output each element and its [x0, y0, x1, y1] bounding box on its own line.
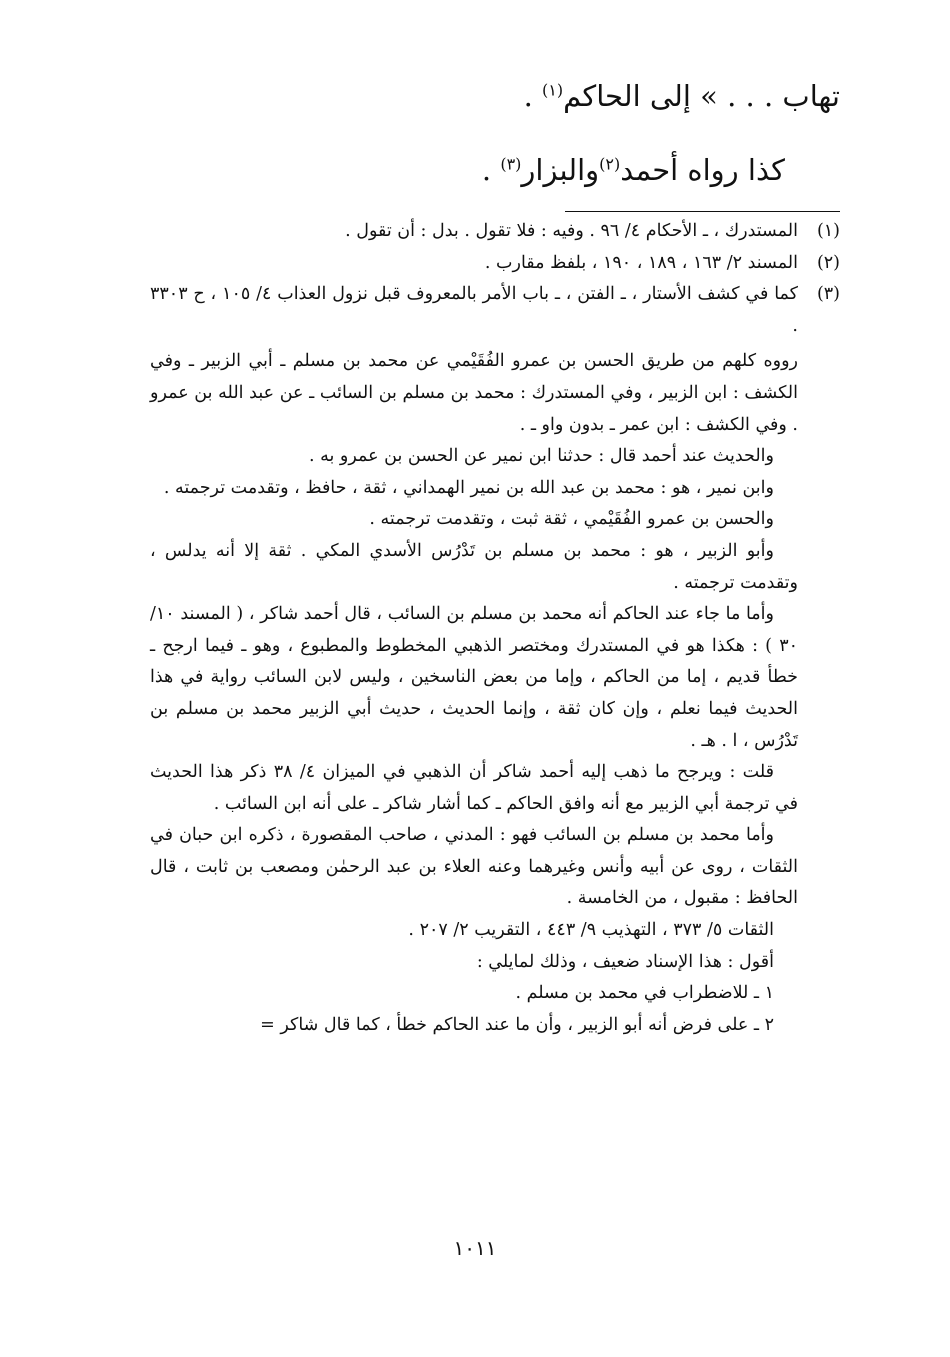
footnotes-section [150, 216, 840, 1041]
footnote-number: (٣) [816, 284, 840, 305]
main-text-line-1: تهاب . . . » إلى الحاكم$^{(١)}$ . [523, 79, 840, 113]
footnote-separator [565, 211, 840, 212]
footnote-1 [150, 216, 840, 248]
paragraph: وابن نمير ، هو : محمد بن عبد الله بن نمير الهمداني ، ثقة ، حافظ ، وتقدمت ترجمته . [163, 477, 774, 498]
footnote-text: كما في كشف الأستار ، ـ الفتن ، ـ باب الأمر بالمعروف قبل نزول العذاب ٤/ ١٠٥ ، ح ٣٣٠٣ . [150, 284, 798, 336]
list-item: ١ ـ للاضطراب في محمد بن مسلم . [515, 983, 774, 1004]
paragraph: رووه كلهم من طريق الحسن بن عمرو الفُقَيْمي عن محمد بن مسلم ـ أبي الزبير ـ وفي الكشف : ابن الزبير ، وفي المستدرك : محمد بن مسلم بن السائب ـ عن عبد الله بن عمرو . وفي الكشف : ابن عمر ـ بدون واو ـ . [150, 351, 798, 435]
footnote-3 [150, 279, 840, 342]
paragraph: والحديث عند أحمد قال : حدثنا ابن نمير عن الحسن بن عمرو به . [308, 446, 774, 467]
footnote-number: (٢) [816, 252, 840, 273]
paragraph: وأما محمد بن مسلم بن السائب فهو : المدني ، صاحب المقصورة ، ذكره ابن حبان في الثقات ، روى عن أبيه وأنس وغيرهما وعنه العلاء بن عبد الرحمٰن ومصعب بن ثابت ، قال الحافظ : مقبول ، من الخامسة . [150, 825, 798, 909]
list-item: ٢ ـ على فرض أنه أبو الزبير ، وأن ما عند الحاكم خطأ ، كما قال شاكر = [260, 1014, 774, 1035]
footnote-3-body [150, 346, 840, 1041]
footnote-ref-1[interactable]: (١) [542, 80, 564, 100]
footnote-number: (١) [816, 221, 840, 241]
paragraph: أقول : هذا الإسناد ضعيف ، وذلك لمايلي : [476, 951, 774, 972]
footnote-2 [150, 248, 840, 280]
paragraph: قلت : ويرجح ما ذهب إليه أحمد شاكر أن الذهبي في الميزان ٤/ ٣٨ ذكر هذا الحديث في ترجمة أبي الزبير مع أنه وافق الحاكم ـ كما أشار شاكر ـ على أنه ابن السائب . [150, 762, 798, 814]
paragraph: الثقات ٥/ ٣٧٣ ، التهذيب ٩/ ٤٤٣ ، التقريب ٢/ ٢٠٧ . [408, 920, 774, 941]
footnote-ref-3[interactable]: (٣) [500, 154, 522, 174]
footnote-text: المستدرك ، ـ الأحكام ٤/ ٩٦ . وفيه : فلا تقول . بدل : أن تقول . [345, 221, 798, 241]
main-text-line-2: كذا رواه أحمد$^{(٢)}$والبزار$^{(٣)}$ . [481, 153, 785, 187]
page-number: ١٠١١ [453, 1236, 497, 1260]
paragraph: وأبو الزبير ، هو : محمد بن مسلم بن تَدْرُس الأسدي المكي . ثقة إلا أنه يدلس ، وتقدمت ترجمته . [150, 540, 798, 593]
paragraph: وأما ما جاء عند الحاكم أنه محمد بن مسلم بن السائب ، قال أحمد شاكر ، ( المسند ١٠/ ٣٠ ) : هكذا هو في المستدرك ومختصر الذهبي المخطوط والمطبوع ، وهو ـ فيما ارجح ـ خطأ قديم ، إما من الحاكم ، وإما من بعض الناسخين ، وليس لابن السائب رواية في هذا الحديث فيما نعلم ، وإن كان ثقة ، وإنما الحديث ، حديث أبي الزبير محمد بن مسلم بن تَدْرُس ، ا . هـ . [150, 604, 798, 751]
footnote-ref-2[interactable]: (٢) [599, 154, 621, 174]
footnote-text: المسند ٢/ ١٦٣ ، ١٨٩ ، ١٩٠ ، بلفظ مقارب . [484, 252, 798, 273]
paragraph: والحسن بن عمرو الفُقَيْمي ، ثقة ثبت ، وتقدمت ترجمته . [369, 509, 774, 530]
